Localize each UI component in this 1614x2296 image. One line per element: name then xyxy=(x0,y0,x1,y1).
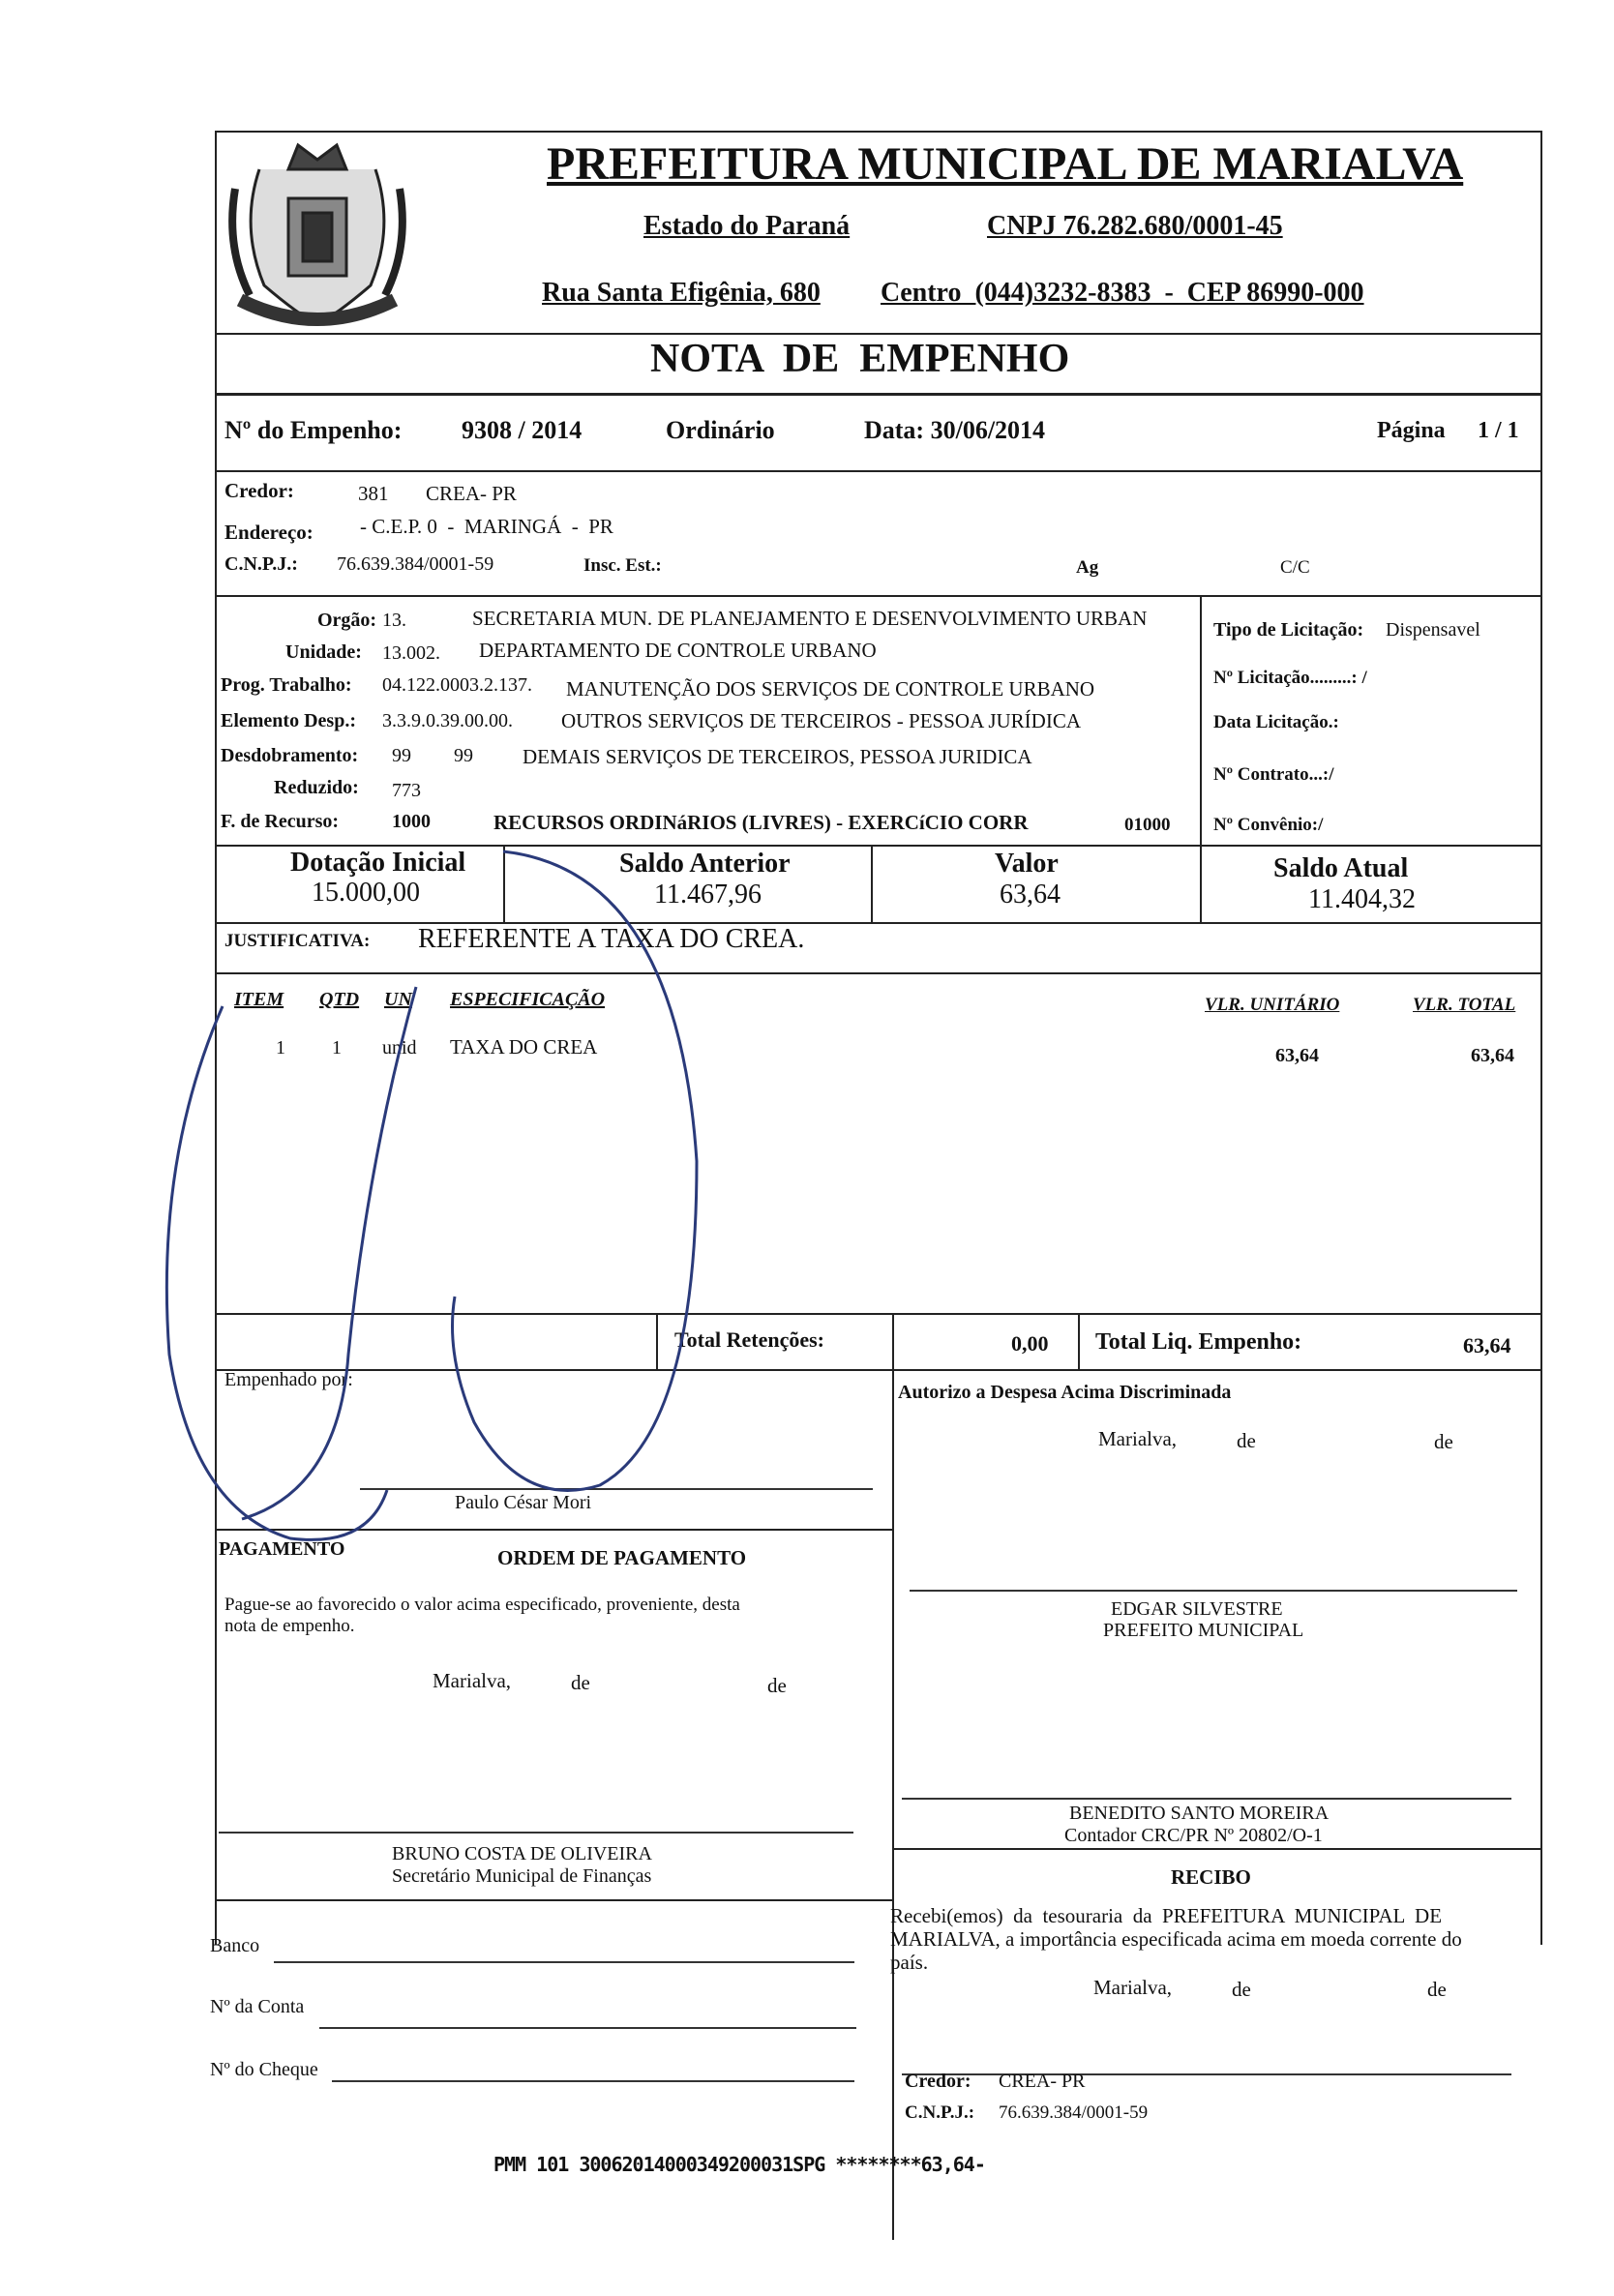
prog-desc: MANUTENÇÃO DOS SERVIÇOS DE CONTROLE URBANO xyxy=(566,677,1095,701)
header-title: PREFEITURA MUNICIPAL DE MARIALVA xyxy=(547,138,1464,190)
fonte-code: 1000 xyxy=(392,811,431,832)
recibo-credor-label: Credor: xyxy=(905,2071,971,2092)
dotacao-label: Dotação Inicial xyxy=(290,848,466,878)
num-contrato: Nº Contrato...:/ xyxy=(1213,764,1334,785)
de-5: de xyxy=(1232,1978,1251,2001)
recibo-text-2: MARIALVA, a importância especificada acima em moeda corrente do xyxy=(890,1927,1462,1951)
de-6: de xyxy=(1427,1978,1447,2001)
row-item: 1 xyxy=(276,1037,285,1059)
fonte-code2: 01000 xyxy=(1124,815,1171,835)
elem-code: 3.3.9.0.39.00.00. xyxy=(382,710,513,731)
autorizo-text: Autorizo a Despesa Acima Discriminada xyxy=(898,1382,1232,1403)
tipo-licitacao-value: Dispensavel xyxy=(1386,619,1480,641)
desd-desc: DEMAIS SERVIÇOS DE TERCEIROS, PESSOA JURIDICA xyxy=(523,745,1032,768)
dotacao-value: 15.000,00 xyxy=(312,878,420,908)
row-especificacao: TAXA DO CREA xyxy=(450,1035,598,1059)
page-label: Página xyxy=(1377,418,1446,443)
empenho-label: Nº do Empenho: xyxy=(224,416,403,444)
header-state: Estado do Paraná xyxy=(643,211,851,241)
total-liq-value: 63,64 xyxy=(1463,1333,1511,1357)
signer-edgar-name: EDGAR SILVESTRE xyxy=(1111,1598,1283,1620)
machine-code: PMM 101 30062014000349200031SPG ********63,64- xyxy=(493,2153,985,2176)
credor-name: CREA- PR xyxy=(426,482,517,505)
prog-code: 04.122.0003.2.137. xyxy=(382,674,532,696)
signer-bruno-name: BRUNO COSTA DE OLIVEIRA xyxy=(392,1843,652,1864)
endereco-value: - C.E.P. 0 - MARINGÁ - PR xyxy=(360,515,613,538)
cc-label: C/C xyxy=(1280,557,1310,578)
col-un: UN xyxy=(384,989,412,1010)
page-number: 1 / 1 xyxy=(1478,418,1519,443)
recibo-credor-value: CREA- PR xyxy=(999,2071,1086,2092)
desd-code2: 99 xyxy=(454,745,473,766)
justificativa-label: JUSTIFICATIVA: xyxy=(224,931,371,951)
valor-label: Valor xyxy=(995,849,1059,879)
prog-label: Prog. Trabalho: xyxy=(221,674,352,696)
col-total: VLR. TOTAL xyxy=(1413,995,1516,1015)
signer-benedito-role: Contador CRC/PR Nº 20802/O-1 xyxy=(1064,1825,1323,1846)
orgao-desc: SECRETARIA MUN. DE PLANEJAMENTO E DESENVOLVIMENTO URBAN xyxy=(472,607,1148,630)
empenho-date: Data: 30/06/2014 xyxy=(864,416,1046,444)
credor-code: 381 xyxy=(358,482,389,505)
de-1: de xyxy=(1237,1429,1256,1452)
saldo-atual-label: Saldo Atual xyxy=(1273,853,1409,883)
insc-label: Insc. Est.: xyxy=(583,555,662,576)
cheque-label: Nº do Cheque xyxy=(210,2059,318,2080)
signer-bruno-role: Secretário Municipal de Finanças xyxy=(392,1865,652,1887)
saldo-anterior-value: 11.467,96 xyxy=(654,880,762,909)
signer-paulo: Paulo César Mori xyxy=(455,1492,592,1513)
recibo-text-3: país. xyxy=(890,1951,929,1974)
credor-label: Credor: xyxy=(224,479,294,502)
row-unitario: 63,64 xyxy=(1275,1045,1319,1066)
city-date-2: Marialva, xyxy=(433,1669,512,1692)
elem-desc: OUTROS SERVIÇOS DE TERCEIROS - PESSOA JURÍDICA xyxy=(561,709,1082,732)
col-unitario: VLR. UNITÁRIO xyxy=(1205,995,1340,1015)
de-3: de xyxy=(571,1671,590,1694)
valor-value: 63,64 xyxy=(1000,880,1061,909)
row-un: unid xyxy=(382,1037,417,1059)
row-qtd: 1 xyxy=(332,1037,342,1059)
endereco-label: Endereço: xyxy=(224,521,314,544)
justificativa-text: REFERENTE A TAXA DO CREA. xyxy=(418,924,805,954)
saldo-atual-value: 11.404,32 xyxy=(1308,884,1416,914)
orgao-code: 13. xyxy=(382,610,406,631)
pague-text-1: Pague-se ao favorecido o valor acima especificado, proveniente, desta xyxy=(224,1595,740,1615)
row-total: 63,64 xyxy=(1471,1045,1514,1066)
pagamento-label: PAGAMENTO xyxy=(219,1538,345,1560)
desd-label: Desdobramento: xyxy=(221,745,359,766)
unidade-label: Unidade: xyxy=(285,641,362,663)
de-2: de xyxy=(1434,1430,1453,1453)
fonte-desc: RECURSOS ORDINáRIOS (LIVRES) - EXERCíCIO CORR xyxy=(493,811,1029,834)
empenho-type: Ordinário xyxy=(666,416,775,444)
saldo-anterior-label: Saldo Anterior xyxy=(619,849,791,879)
recibo-cnpj-value: 76.639.384/0001-59 xyxy=(999,2102,1149,2123)
pague-text-2: nota de empenho. xyxy=(224,1616,355,1636)
total-retencoes-value: 0,00 xyxy=(1011,1331,1049,1356)
empenho-number: 9308 / 2014 xyxy=(462,416,583,444)
signer-benedito-name: BENEDITO SANTO MOREIRA xyxy=(1069,1803,1330,1824)
city-date-1: Marialva, xyxy=(1098,1427,1178,1450)
col-especificacao: ESPECIFICAÇÃO xyxy=(450,989,606,1010)
header-street: Rua Santa Efigênia, 680 xyxy=(542,278,821,308)
col-item: ITEM xyxy=(234,989,284,1010)
header-address: Centro (044)3232-8383 - CEP 86990-000 xyxy=(881,278,1364,308)
ordem-pagamento: ORDEM DE PAGAMENTO xyxy=(497,1546,747,1569)
num-convenio: Nº Convênio:/ xyxy=(1213,815,1324,835)
total-liq-label: Total Liq. Empenho: xyxy=(1095,1329,1302,1355)
orgao-label: Orgão: xyxy=(317,610,377,631)
fonte-label: F. de Recurso: xyxy=(221,811,340,832)
col-qtd: QTD xyxy=(319,989,360,1010)
reduzido-code: 773 xyxy=(392,780,421,801)
total-retencoes-label: Total Retenções: xyxy=(674,1327,824,1352)
desd-code1: 99 xyxy=(392,745,411,766)
empenhado-label: Empenhado por: xyxy=(224,1369,353,1390)
reduzido-label: Reduzido: xyxy=(274,777,359,798)
cnpj-label: C.N.P.J.: xyxy=(224,553,298,575)
header-cnpj: CNPJ 76.282.680/0001-45 xyxy=(987,211,1283,241)
banco-label: Banco xyxy=(210,1935,260,1956)
recibo-title: RECIBO xyxy=(1171,1865,1251,1889)
data-licitacao: Data Licitação.: xyxy=(1213,712,1339,732)
ag-label: Ag xyxy=(1076,557,1099,578)
num-licitacao: Nº Licitação.........: / xyxy=(1213,668,1367,688)
recibo-text-1: Recebi(emos) da tesouraria da PREFEITURA MUNICIPAL DE xyxy=(890,1904,1443,1927)
de-4: de xyxy=(767,1674,787,1697)
tipo-licitacao-label: Tipo de Licitação: xyxy=(1213,619,1364,641)
document-title: NOTA DE EMPENHO xyxy=(650,337,1070,381)
cnpj-value: 76.639.384/0001-59 xyxy=(337,553,494,575)
signer-edgar-role: PREFEITO MUNICIPAL xyxy=(1103,1620,1304,1641)
elem-label: Elemento Desp.: xyxy=(221,710,356,731)
unidade-desc: DEPARTAMENTO DE CONTROLE URBANO xyxy=(479,639,877,662)
recibo-cnpj-label: C.N.P.J.: xyxy=(905,2102,975,2123)
city-date-3: Marialva, xyxy=(1093,1976,1173,1999)
unidade-code: 13.002. xyxy=(382,642,440,664)
conta-label: Nº da Conta xyxy=(210,1996,305,2017)
